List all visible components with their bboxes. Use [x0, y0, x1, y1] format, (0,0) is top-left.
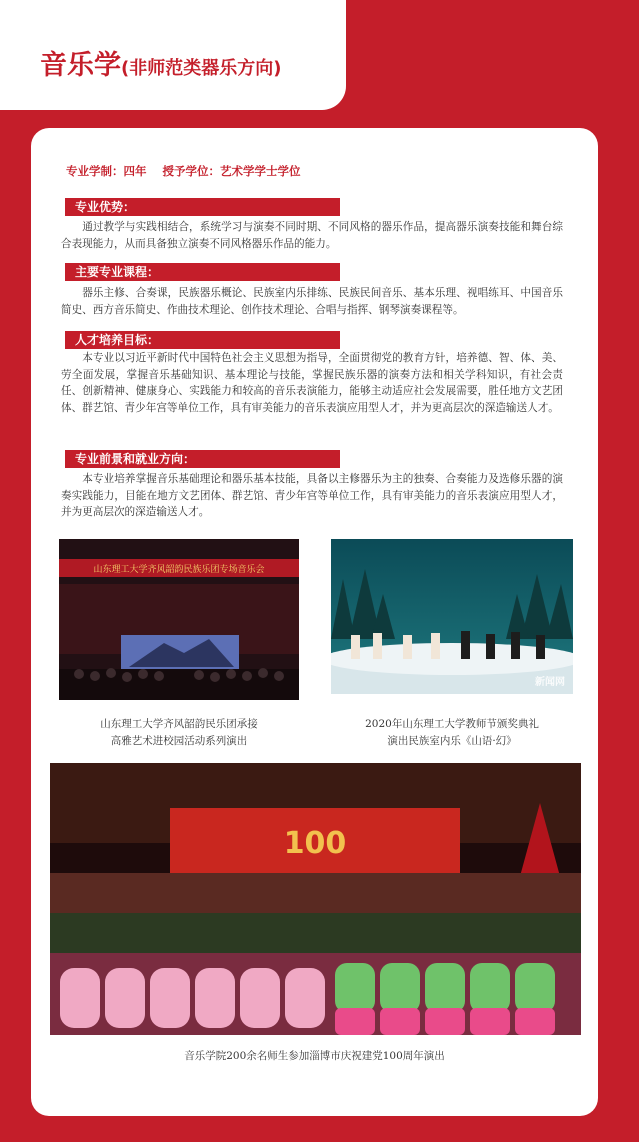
- page-title-main: 音乐学: [40, 50, 121, 81]
- page-title-sub: (非师范类器乐方向): [121, 58, 282, 79]
- section-body-prospects: 本专业培养掌握音乐基础理论和器乐基本技能，具备以主修器乐为主的独奏、合奏能力及选修乐器的演奏实践能力，目能在地方文艺团体、群艺馆、青少年宫等单位工作，具有审美能力的音乐表演应用型人才，并为更高层次的深造输送人才。: [61, 473, 563, 518]
- section-body-goals: 本专业以习近平新时代中国特色社会主义思想为指导，全面贯彻党的教育方针，培养德、智、体、美、劳全面发展，掌握音乐基础知识、基本理论与技能，掌握民族乐器的演奏方法和相关学科知识，有社会责任、创新精神、健康身心、实践能力和较高的音乐表演能力，能够主动适应社会发展需要，胜任地方文艺团体、群艺馆、青少年宫等单位工作，具有审美能力的音乐表演应用型人才，并为更高层次的深造输送人才。: [61, 352, 563, 414]
- title-box: [0, 0, 346, 110]
- centenary-photo: [50, 763, 581, 1035]
- page-title: [40, 48, 281, 87]
- program-meta: 专业学制：四年 授予学位：艺术学学士学位: [66, 164, 301, 178]
- section-heading-advantages: 专业优势：: [65, 198, 340, 216]
- section-heading-goals: 人才培养目标：: [65, 331, 340, 349]
- section-body-advantages: 通过教学与实践相结合，系统学习与演奏不同时期、不同风格的器乐作品，提高器乐演奏技能和舞台综合表现能力，从而具备独立演奏不同风格器乐作品的能力。: [61, 221, 563, 250]
- section-heading-courses: 主要专业课程：: [65, 263, 340, 281]
- concert-banner-text: 山东理工大学齐风韶韵民族乐团专场音乐会: [93, 565, 265, 575]
- caption-ensemble: [331, 716, 573, 750]
- concert-photo: [59, 539, 299, 700]
- caption-ensemble-line2: 演出民族室内乐《山语·幻》: [387, 735, 517, 747]
- centenary-illustration: [50, 763, 581, 1035]
- centenary-number: 100: [283, 826, 347, 861]
- caption-concert: [59, 716, 299, 750]
- caption-concert-line1: 山东理工大学齐风韶韵民乐团承接: [100, 718, 258, 730]
- ensemble-illustration: [331, 539, 573, 694]
- concert-illustration: [59, 539, 299, 700]
- caption-concert-line2: 高雅艺术进校园活动系列演出: [110, 735, 248, 747]
- caption-centenary: 音乐学院200余名师生参加淄博市庆祝建党100周年演出: [184, 1050, 445, 1062]
- news-watermark: 新闻网: [535, 677, 565, 688]
- section-body-courses: 器乐主修、合奏课，民族器乐概论、民族室内乐排练、民族民间音乐、基本乐理、视唱练耳、中国音乐简史、西方音乐简史、作曲技术理论、创作技术理论、合唱与指挥、钢琴演奏课程等。: [61, 287, 563, 316]
- content-card: [31, 128, 598, 1116]
- ensemble-photo: [331, 539, 573, 694]
- section-heading-prospects: 专业前景和就业方向：: [65, 450, 340, 468]
- caption-ensemble-line1: 2020年山东理工大学教师节颁奖典礼: [365, 718, 539, 730]
